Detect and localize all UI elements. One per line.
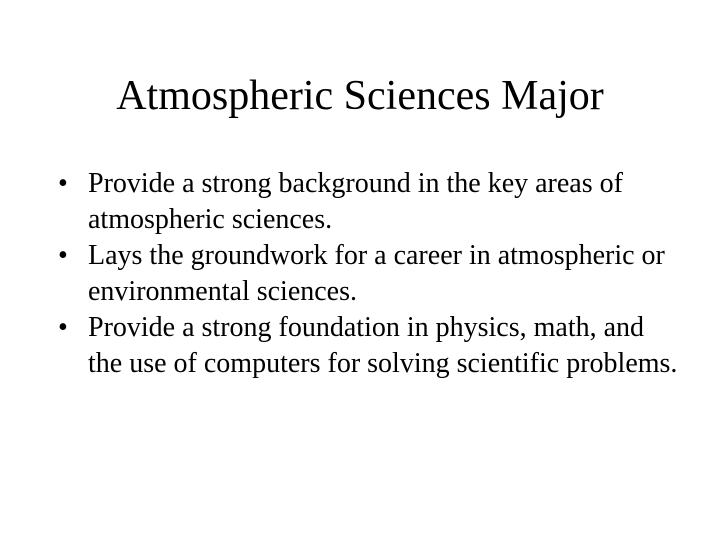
bullet-marker: • (58, 168, 68, 199)
bullet-marker: • (58, 240, 68, 271)
bullet-item (58, 310, 678, 382)
bullet-text: Provide a strong background in the key areas of atmospheric sciences. (88, 168, 623, 235)
bullet-list (58, 166, 678, 382)
slide-title: Atmospheric Sciences Major (116, 73, 604, 119)
bullet-marker: • (58, 312, 68, 343)
bullet-item (58, 166, 678, 238)
bullet-text: Lays the groundwork for a career in atmospheric or environmental sciences. (88, 240, 665, 307)
bullet-item (58, 238, 678, 310)
bullet-text: Provide a strong foundation in physics, math, and the use of computers for solving scientific problems. (88, 312, 678, 379)
